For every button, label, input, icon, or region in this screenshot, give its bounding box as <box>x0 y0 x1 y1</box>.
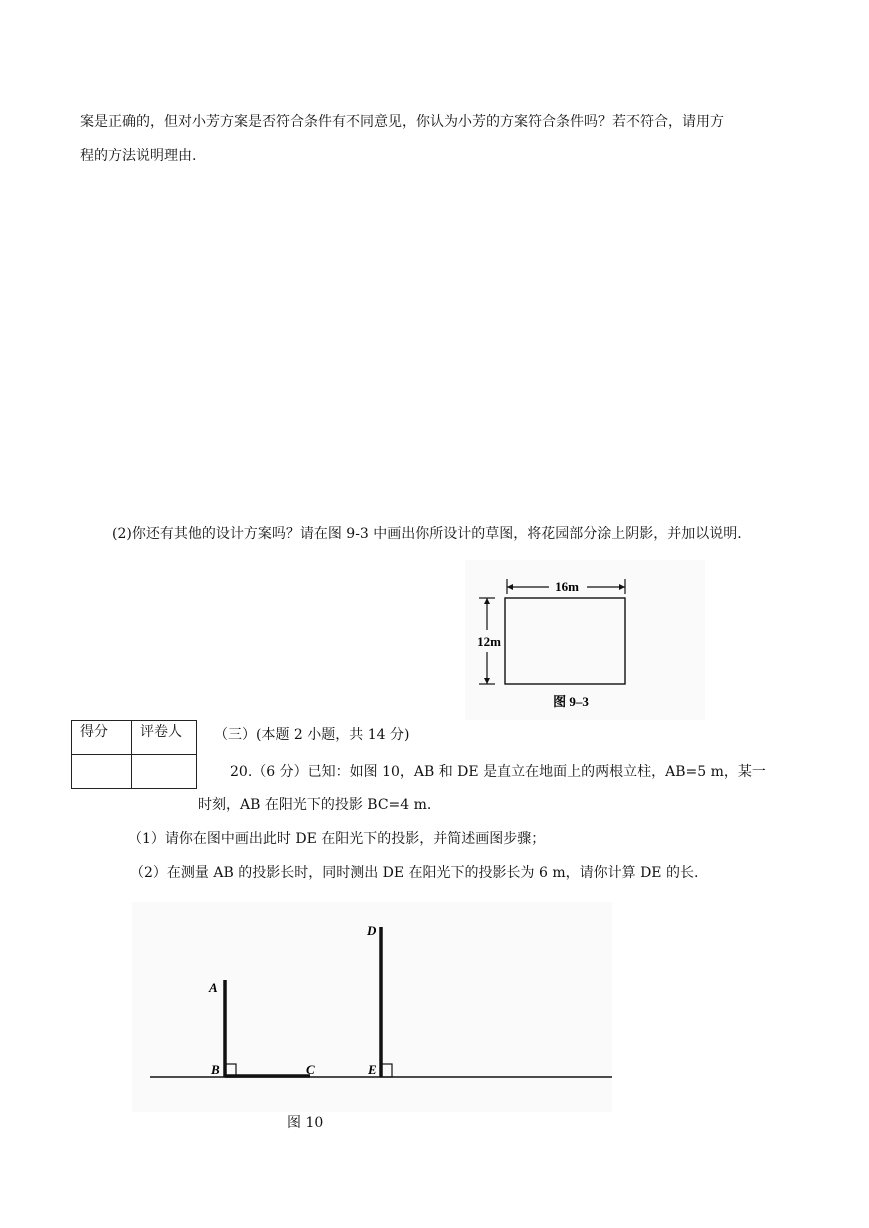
point-b-label: B <box>211 1062 220 1077</box>
grader-header: 评卷人 <box>132 721 197 755</box>
figure-caption: 图 9–3 <box>553 694 589 709</box>
question-20-line-2: 时刻，AB 在阳光下的投影 BC=4 m. <box>198 797 432 813</box>
point-e-label: E <box>368 1062 377 1077</box>
grader-cell[interactable] <box>132 755 197 789</box>
score-cell[interactable] <box>72 755 132 789</box>
score-table <box>71 720 197 789</box>
point-c-label: C <box>306 1062 315 1077</box>
point-a-label: A <box>209 980 218 995</box>
height-label: 12m <box>477 634 501 649</box>
section-heading: （三）(本题 2 小题，共 14 分) <box>214 727 410 743</box>
question-20-sub-1: （1）请你在图中画出此时 DE 在阳光下的投影，并简述画图步骤； <box>128 831 546 847</box>
width-label: 16m <box>555 579 579 594</box>
paragraph-line-2: 程的方法说明理由. <box>80 148 197 164</box>
figure-10 <box>132 902 612 1112</box>
question-20-line-1: 20.（6 分）已知：如图 10，AB 和 DE 是直立在地面上的两根立柱，AB=5 m，某一 <box>230 764 766 780</box>
figure-9-3 <box>465 560 705 720</box>
figure-10-caption: 图 10 <box>287 1115 324 1131</box>
score-header: 得分 <box>72 721 132 755</box>
point-d-label: D <box>367 923 377 938</box>
paragraph-line-1: 案是正确的，但对小芳方案是否符合条件有不同意见，你认为小芳的方案符合条件吗？若不符合，请用方 <box>80 114 724 130</box>
question-20-sub-2: （2）在测量 AB 的投影长时，同时测出 DE 在阳光下的投影长为 6 m，请你计算 DE 的长. <box>130 865 699 881</box>
question-part-2: (2)你还有其他的设计方案吗？请在图 9-3 中画出你所设计的草图，将花园部分涂上阴影，并加以说明. <box>112 526 742 542</box>
